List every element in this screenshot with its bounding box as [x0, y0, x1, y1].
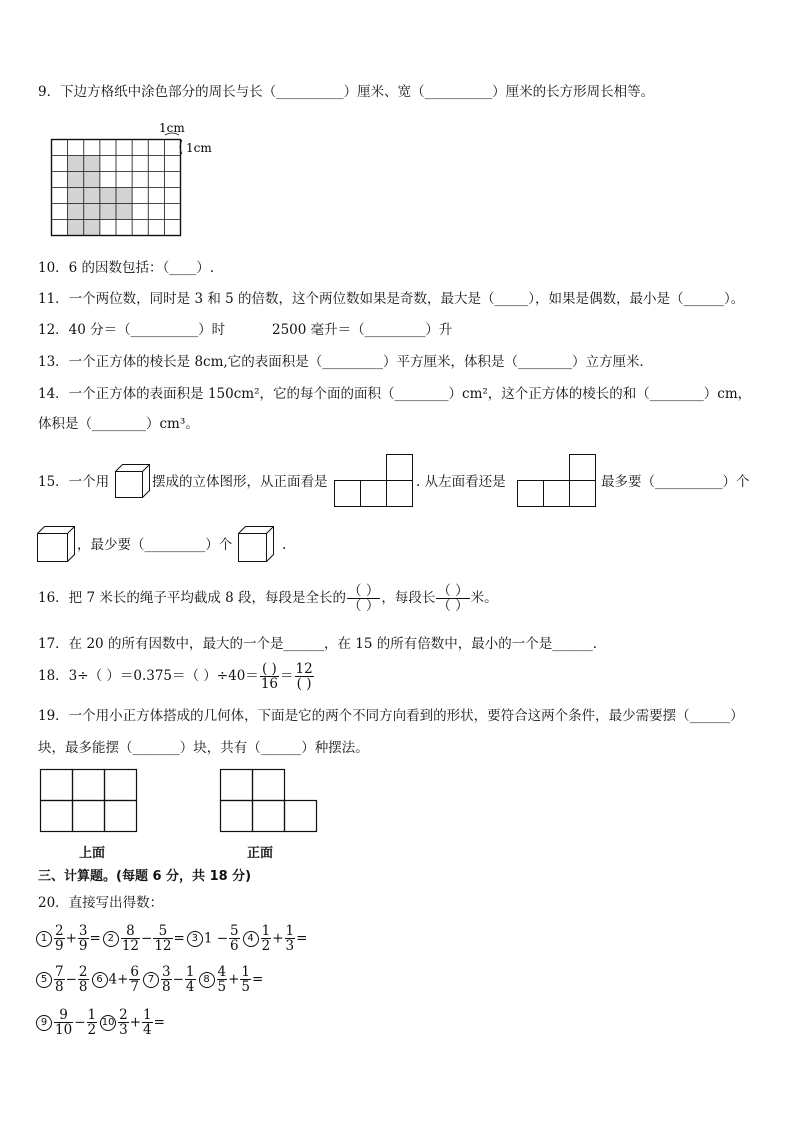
grid-width-label: 1cm: [159, 121, 185, 135]
question-15-mid1: 摆成的立体图形，从正面看是: [152, 474, 328, 490]
calc-item-10: 10 $\frac{2}{3}$ + $\frac{1}{4}$ =: [101, 1007, 165, 1038]
fraction-denominator: （ ）: [348, 598, 380, 614]
fraction: $\frac{1}{4}$: [185, 964, 195, 995]
item-number-badge: 7: [143, 972, 159, 988]
fraction: $\frac{2}{3}$: [119, 1007, 128, 1038]
question-14-line2: 体积是（________）cm³。: [38, 416, 199, 432]
top-view-figure: [39, 768, 139, 834]
question-18-prefix: 18．3÷（ ）＝0.375＝（ ）÷40＝: [38, 668, 259, 684]
question-15-line2b: .: [282, 537, 287, 553]
calc-row-2: [36, 965, 265, 994]
question-20-title: 20．直接写出得数：: [38, 895, 164, 911]
fraction: $\frac{6}{7}$: [130, 964, 139, 995]
calc-item-1: 1 $\frac{2}{9}$ + $\frac{3}{9}$ =: [36, 924, 101, 953]
item-number-badge: 1: [36, 931, 52, 947]
fraction: $\frac{9}{10}$: [55, 1007, 73, 1038]
fraction: $\frac{5}{12}$: [154, 923, 172, 954]
question-18: [38, 661, 315, 691]
question-15-mid3: 最多要（__________）个: [601, 474, 750, 490]
fraction: $\frac{5}{6}$: [230, 923, 239, 954]
calc-row-1: [36, 924, 309, 953]
question-15-mid2: . 从左面看还是: [416, 474, 506, 490]
calc-item-4: 4 $\frac{1}{2}$ + $\frac{1}{3}$ =: [243, 924, 308, 953]
fraction: $\frac{2}{9}$: [55, 923, 64, 954]
question-19-line2: 块，最多能摆（_______）块，共有（______）种摆法。: [38, 740, 369, 756]
item-number-badge: 9: [36, 1015, 52, 1031]
question-15-prefix: 15．一个用: [38, 474, 110, 490]
fraction: $\frac{1}{2}$: [87, 1007, 97, 1038]
grid-paper-figure: [48, 118, 228, 240]
fraction: $\frac{1}{5}$: [241, 964, 250, 995]
fraction: $\frac{1}{2}$: [261, 923, 271, 954]
cube-icon: [36, 525, 76, 563]
question-15-line2a: ，最少要（_________）个: [77, 537, 233, 553]
item-number-badge: 2: [103, 931, 119, 947]
calc-item-9: 9 $\frac{9}{10}$ − $\frac{1}{2}$: [36, 1008, 98, 1037]
item-number-badge: 10: [100, 1015, 116, 1031]
fraction-denominator: （ ）: [437, 598, 469, 614]
question-11: 11．一个两位数，同时是 3 和 5 的倍数，这个两位数如果是奇数，最大是（_____），如果是偶数，最小是（______）。: [38, 291, 745, 307]
cube-icon: [237, 525, 275, 563]
cube-icon: [114, 463, 152, 499]
front-view-figure-2: [219, 768, 319, 834]
item-number-badge: 6: [92, 972, 108, 988]
fraction-numerator: （ ）: [348, 583, 380, 599]
fraction: [260, 662, 279, 691]
calc-item-8: 8 $\frac{4}{5}$ + $\frac{1}{5}$ =: [199, 965, 264, 994]
item-number-badge: 4: [243, 931, 259, 947]
fraction: $\frac{3}{9}$: [78, 923, 88, 954]
fraction: $\frac{8}{12}$: [121, 923, 139, 954]
fraction-denominator: 16: [260, 676, 278, 692]
front-view-figure: [333, 454, 415, 508]
question-10: 10．6 的因数包括：（____）.: [38, 260, 215, 276]
fraction-denominator: ( ): [296, 676, 312, 692]
calc-item-5: 5 $\frac{7}{8}$ − $\frac{2}{8}$: [36, 965, 90, 994]
item-number-badge: 5: [36, 972, 52, 988]
fraction-numerator: 12: [295, 661, 313, 677]
fraction: $\frac{7}{8}$: [55, 964, 64, 995]
fraction: $\frac{4}{5}$: [217, 964, 227, 995]
section-3-heading: 三、计算题。(每题 6 分，共 18 分): [38, 869, 252, 884]
question-12-part2: 2500 毫升＝（_________）升: [272, 322, 453, 338]
fraction: $\frac{1}{4}$: [143, 1007, 152, 1038]
question-14-line1: 14．一个正方体的表面积是 150cm²，它的每个面的面积（________）cm²，这个正方体的棱长的和（________）cm，: [38, 386, 752, 402]
calc-item-6: 6 4+ $\frac{6}{7}$: [92, 965, 142, 994]
calc-row-3: [36, 1008, 167, 1037]
calc-item-7: 7 $\frac{3}{8}$ − $\frac{1}{4}$: [143, 965, 197, 994]
calc-item-2: 2 $\frac{8}{12}$ − $\frac{5}{12}$ =: [103, 924, 185, 953]
question-16: [38, 584, 498, 613]
question-12-part1: 12．40 分＝（__________）时: [38, 322, 226, 338]
equals-sign: ＝: [280, 668, 294, 684]
fraction-numerator: （ ）: [437, 583, 469, 599]
fraction-blank: [436, 584, 469, 613]
question-17: 17．在 20 的所有因数中，最大的一个是______，在 15 的所有倍数中，最小的一个是______．: [38, 636, 607, 652]
fraction: $\frac{3}{8}$: [162, 964, 171, 995]
grid-height-label: 1cm: [186, 141, 212, 155]
fraction-numerator: ( ): [261, 661, 277, 677]
left-view-figure: [516, 454, 598, 508]
question-9: 9．下边方格纸中涂色部分的周长与长（__________）厘米、宽（__________）厘米的长方形周长相等。: [38, 84, 655, 100]
item-number-badge: 8: [199, 972, 215, 988]
fraction: $\frac{1}{3}$: [285, 923, 295, 954]
question-16-prefix: 16．把 7 米长的绳子平均截成 8 段，每段是全长的: [38, 590, 347, 606]
question-19-line1: 19．一个用小正方体搭成的几何体，下面是它的两个不同方向看到的形状，要符合这两个条件，最少需要摆（______）: [38, 708, 744, 724]
question-16-mid: ，每段长: [381, 590, 436, 606]
label-front-view: 正面: [247, 846, 274, 861]
question-13: 13．一个正方体的棱长是 8cm,它的表面积是（_________）平方厘米，体积是（________）立方厘米．: [38, 354, 653, 370]
fraction: [295, 662, 314, 691]
item-number-badge: 3: [187, 931, 203, 947]
fraction-blank: [347, 584, 380, 613]
fraction: $\frac{2}{8}$: [78, 964, 88, 995]
label-top-view: 上面: [79, 846, 106, 861]
calc-item-3: 3 1 − $\frac{5}{6}$: [187, 924, 241, 953]
question-16-suffix: 米。: [470, 590, 498, 606]
